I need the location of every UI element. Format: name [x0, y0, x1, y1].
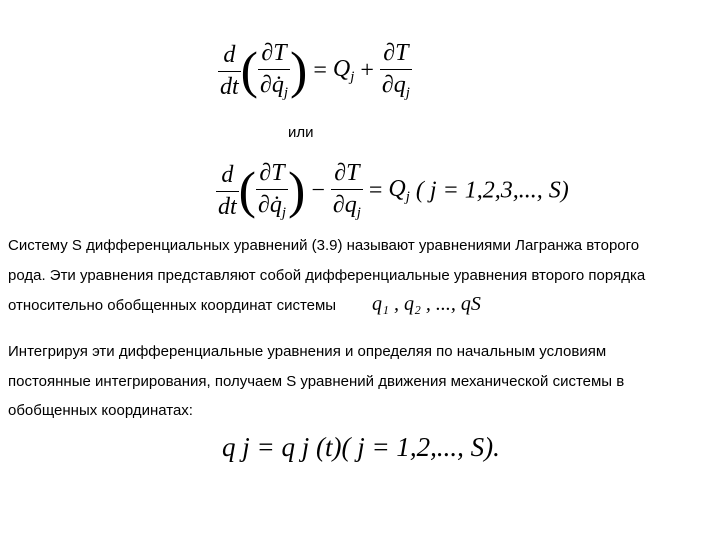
lagrange-equation-1: $\frac{d}{dt}$ ( $\frac{\partial T}{\partial q̇_j}$ ) = $Q_j$ + $\frac{\partial T}{\partial q_j}$ — [220, 40, 410, 102]
lagrange-equation-2: $\frac{d}{dt}$ ( $\frac{\partial T}{\partial q̇_j}$ ) − $\frac{\partial T}{\partial q_j}$ = $Q_j$ ( j = 1,2,3,..., S) — [218, 160, 569, 222]
paragraph-2-line-3: обобщенных координатах: — [8, 402, 193, 419]
generalized-coordinates: q₁ , q₂ , ..., qS — [372, 293, 481, 315]
paragraph-2-line-1: Интегрируя эти дифференциальные уравнения и определяя по начальным условиям — [8, 343, 607, 360]
paragraph-1-line-3: относительно обобщенных координат системы — [8, 297, 337, 314]
motion-equation: q j = q j (t)( j = 1,2,..., S). — [222, 432, 500, 462]
d-dt-fraction: $\frac{d}{dt}$ — [220, 41, 239, 100]
dT-dq-fraction: $\frac{\partial T}{\partial q_j}$ — [381, 40, 410, 102]
dT-dq-fraction-2: $\frac{\partial T}{\partial q_j}$ — [332, 160, 361, 222]
paragraph-1-line-2: рода. Эти уравнения представляют собой дифференциальные уравнения второго порядка — [8, 267, 646, 284]
paragraph-2-line-2: постоянные интегрирования, получаем S уравнений движения механической системы в — [8, 373, 625, 390]
dT-dqdot-fraction: $\frac{\partial T}{\partial q̇_j}$ — [260, 40, 288, 102]
or-connector: или — [288, 124, 314, 141]
d-dt-fraction-2: $\frac{d}{dt}$ — [218, 161, 237, 220]
paragraph-1-line-1: Систему S дифференциальных уравнений (3.9) называют уравнениями Лагранжа второго — [8, 237, 640, 254]
dT-dqdot-fraction-2: $\frac{\partial T}{\partial q̇_j}$ — [258, 160, 286, 222]
